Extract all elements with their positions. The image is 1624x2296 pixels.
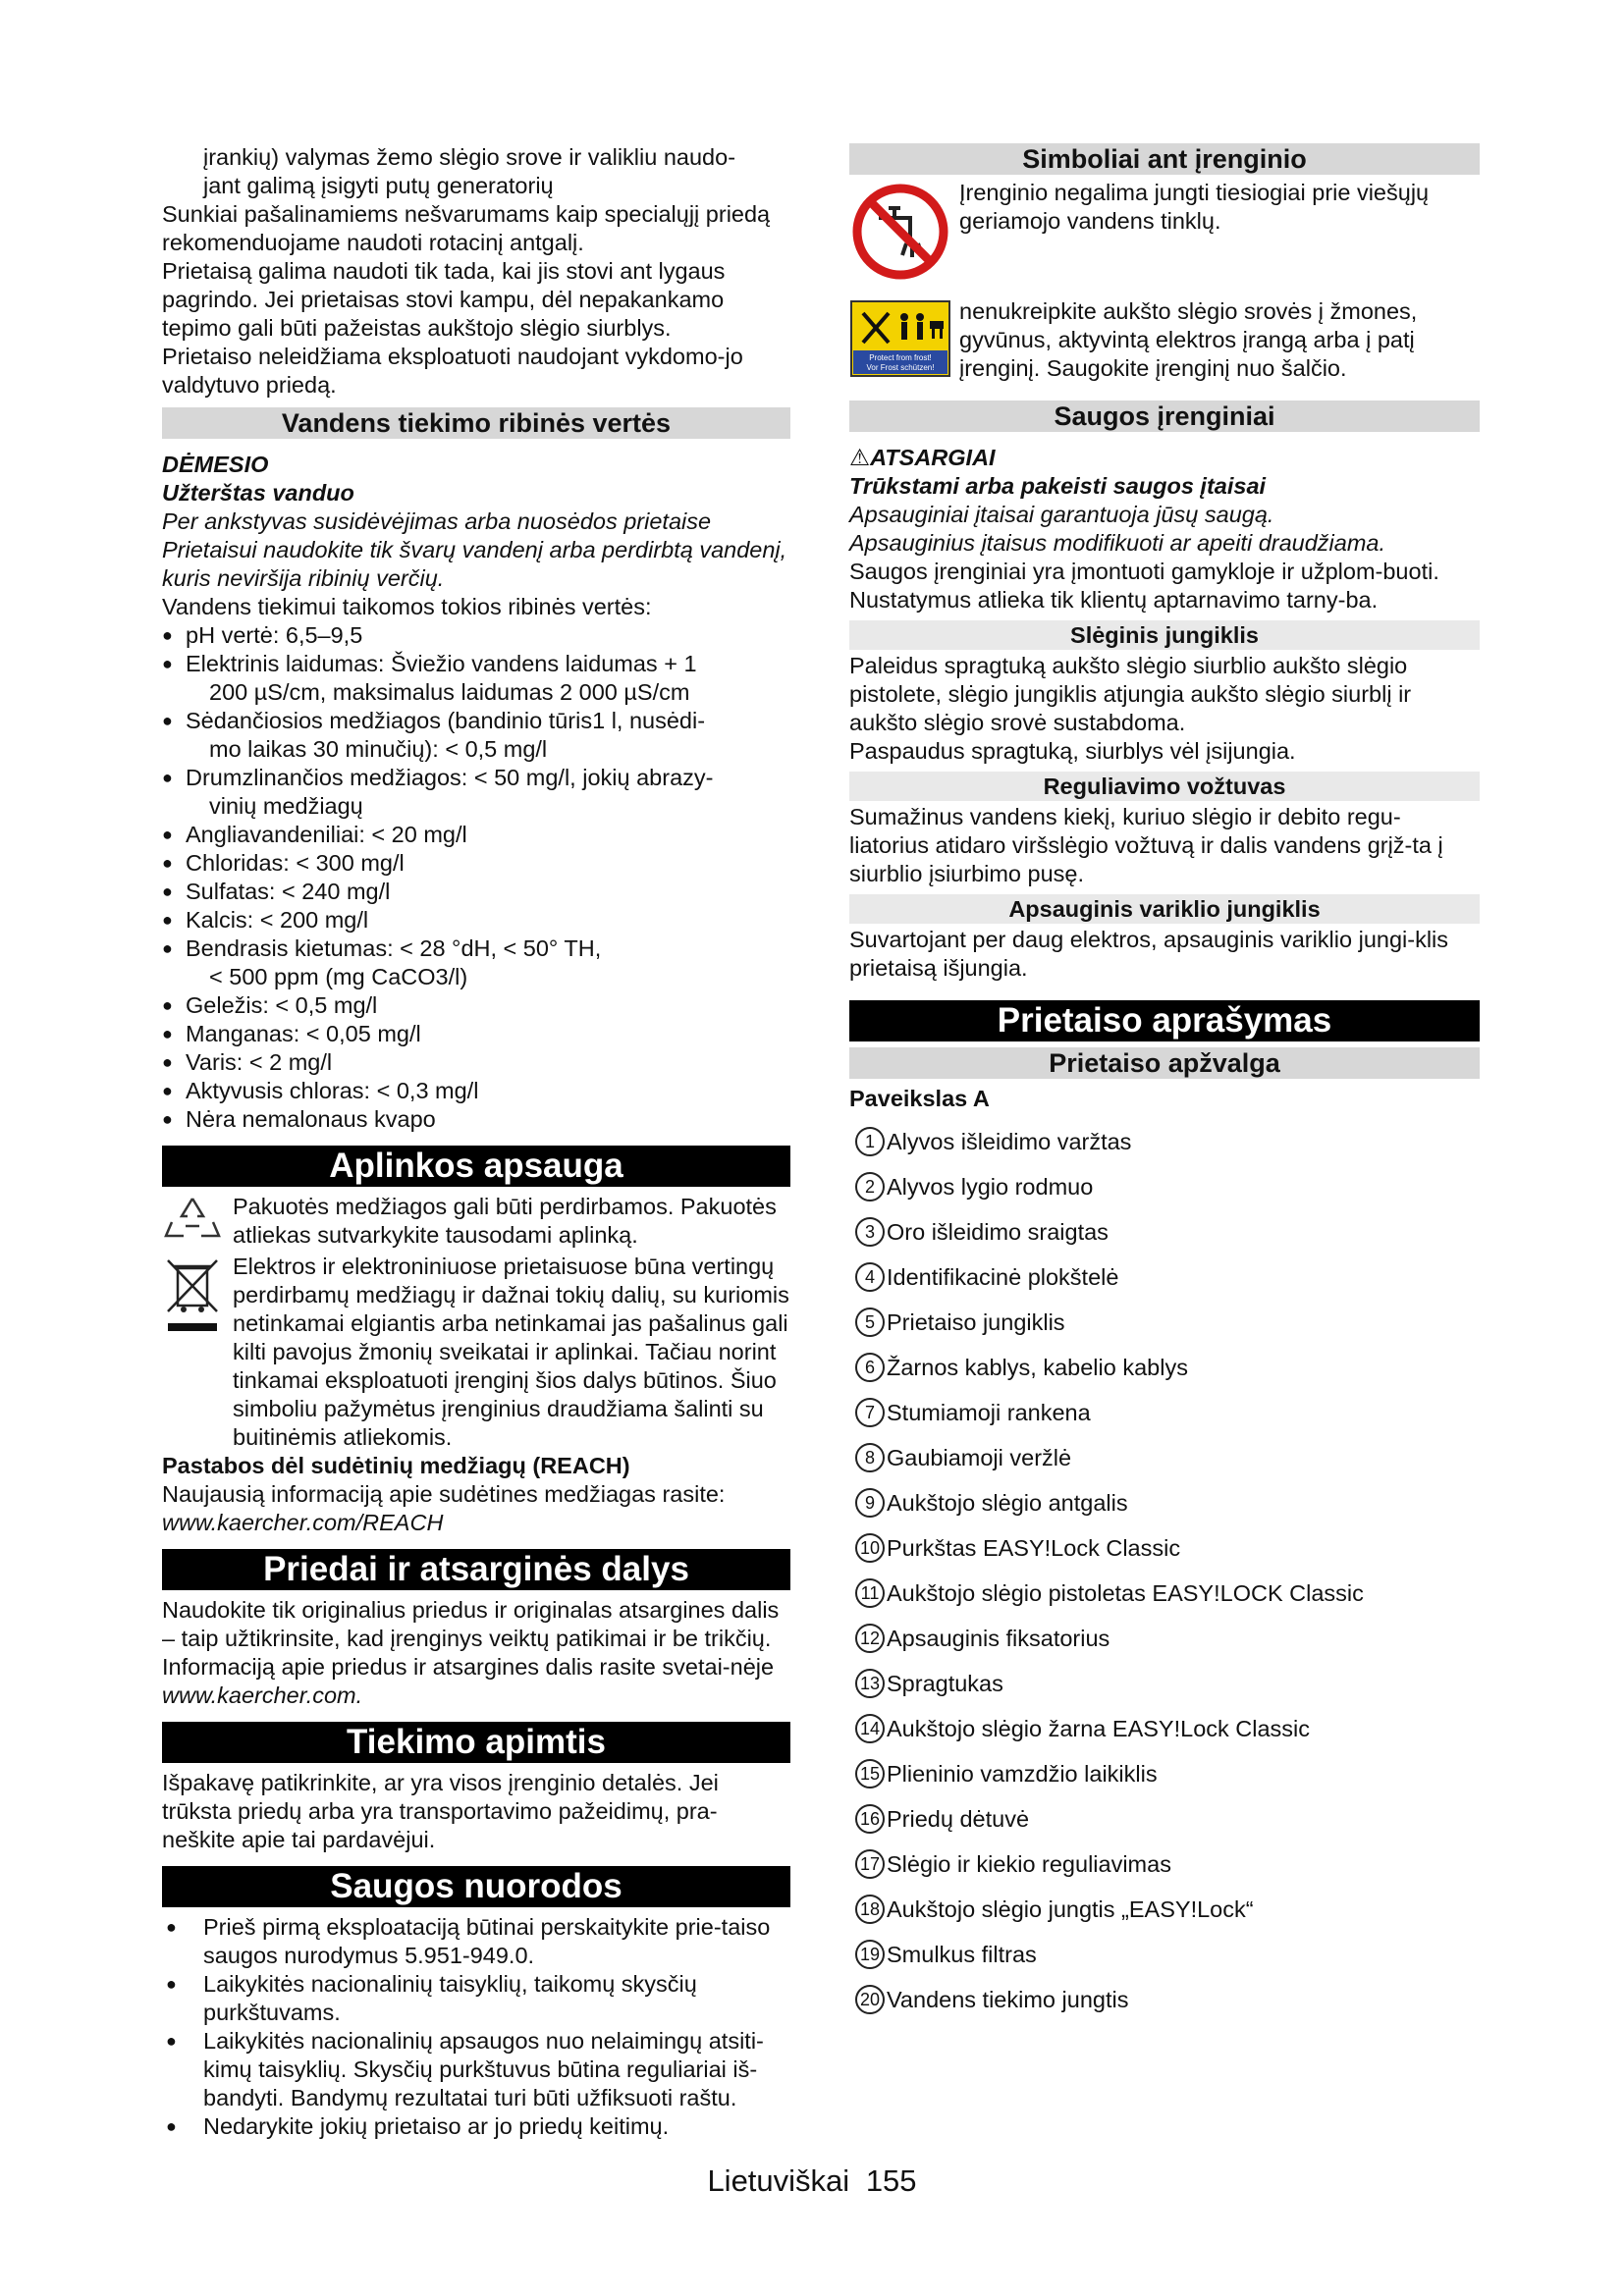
valve-text: Sumažinus vandens kiekį, kuriuo slėgio ir debito regu-liatorius atidaro viršslėgio vožtuvą ir dalis vandens grįž-ta į siurblio įsiurbimo pusę. xyxy=(849,804,1443,886)
water-limits-heading: Vandens tiekimo ribinės vertės xyxy=(162,407,790,439)
intro-line-1: įrankių) valymas žemo slėgio srove ir valikliu naudo- xyxy=(203,144,736,170)
symbol-1-text: Įrenginio negalima jungti tiesiogiai prie viešųjų geriamojo vandens tinklų. xyxy=(959,180,1430,234)
number-circle: 19 xyxy=(855,1940,885,1969)
warning-triangle-icon: ⚠ xyxy=(849,445,871,470)
safety-devices-heading: Saugos įrenginiai xyxy=(849,400,1480,432)
no-tap-water-icon xyxy=(849,179,955,288)
scope-heading: Tiekimo apimtis xyxy=(162,1722,790,1763)
list-item: 12 Apsauginis fiksatorius xyxy=(849,1616,1480,1661)
reach-link[interactable]: www.kaercher.com/REACH xyxy=(162,1510,444,1535)
environment-heading: Aplinkos apsauga xyxy=(162,1146,790,1187)
list-item: ● pH vertė: 6,5–9,5 xyxy=(162,621,790,650)
reach-text: Naujausią informaciją apie sudėtines medžiagas rasite: xyxy=(162,1481,726,1507)
recycle-icon xyxy=(162,1193,223,1253)
attention-title: Užterštas vanduo xyxy=(162,480,354,506)
list-item: ● Nėra nemalonaus kvapo xyxy=(162,1105,790,1134)
attention-line-2: Prietaisui naudokite tik švarų vandenį arba perdirbtą vandenį, kuris neviršija ribinių verčių. xyxy=(162,537,787,591)
list-item: 16 Priedų dėtuvė xyxy=(849,1796,1480,1842)
number-circle: 8 xyxy=(855,1443,885,1472)
list-item: ● Laikykitės nacionalinių apsaugos nuo nelaimingų atsiti-kimų taisyklių. Skysčių purkštuvus būtina reguliariai iš-bandyti. Bandymų rezultatai turi būti užfiksuoti raštu. xyxy=(162,2027,790,2112)
intro-para-2: Prietaisą galima naudoti tik tada, kai jis stovi ant lygaus pagrindo. Jei prietaisas stovi kampu, dėl nepakankamo tepimo gali būti pažeistas aukštojo slėgio siurblys. xyxy=(162,258,726,341)
list-item: ● Manganas: < 0,05 mg/l xyxy=(162,1020,790,1048)
list-item: 8 Gaubiamoji veržlė xyxy=(849,1435,1480,1480)
attention-line-1: Per ankstyvas susidėvėjimas arba nuosėdos prietaise xyxy=(162,508,712,534)
list-item: ● Sulfatas: < 240 mg/l xyxy=(162,878,790,906)
list-item: 7 Stumiamoji rankena xyxy=(849,1390,1480,1435)
symbols-heading: Simboliai ant įrenginio xyxy=(849,143,1480,175)
list-item: 9 Aukštojo slėgio antgalis xyxy=(849,1480,1480,1525)
caution-title: Trūkstami arba pakeisti saugos įtaisai xyxy=(849,473,1267,499)
list-item: ● Prieš pirmą eksploataciją būtinai perskaitykite prie-taiso saugos nurodymus 5.951-949.0. xyxy=(162,1913,790,1970)
parts-list xyxy=(849,1119,1480,2022)
footer-language: Lietuviškai xyxy=(707,2163,850,2198)
crossed-bin-icon xyxy=(162,1253,223,1348)
accessories-heading: Priedai ir atsarginės dalys xyxy=(162,1549,790,1590)
limits-list xyxy=(162,621,790,1134)
pressure-switch-text-1: Paleidus spragtuką aukšto slėgio siurblio aukšto slėgio pistolete, slėgio jungiklis atjungia aukšto slėgio siurblį ir aukšto slėgio srovė sustabdoma. xyxy=(849,653,1412,735)
safety-list xyxy=(162,1913,790,2141)
list-item: ● Varis: < 2 mg/l xyxy=(162,1048,790,1077)
recycle-text: Pakuotės medžiagos gali būti perdirbamos. Pakuotės atliekas sutvarkykite tausodami aplinką. xyxy=(233,1194,777,1248)
no-spray-warning-icon xyxy=(849,297,955,385)
motor-switch-text: Suvartojant per daug elektros, apsauginis variklio jungi-klis prietaisą išjungia. xyxy=(849,927,1449,981)
caution-line-1: Apsauginiai įtaisai garantuoja jūsų saugą. xyxy=(849,502,1274,527)
list-item: 19 Smulkus filtras xyxy=(849,1932,1480,1977)
caution-label: ⚠ATSARGIAI xyxy=(849,445,996,470)
number-circle: 10 xyxy=(855,1533,885,1563)
number-circle: 3 xyxy=(855,1217,885,1247)
list-item: 10 Purkštas EASY!Lock Classic xyxy=(849,1525,1480,1571)
symbol-2-text: nenukreipkite aukšto slėgio srovės į žmones, gyvūnus, aktyvintą elektros įrangą arba į patį įrenginį. Saugokite įrenginį nuo šalčio. xyxy=(959,298,1418,381)
limits-intro: Vandens tiekimui taikomos tokios ribinės vertės: xyxy=(162,594,652,619)
list-item: 6 Žarnos kablys, kabelio kablys xyxy=(849,1345,1480,1390)
list-item: ● Sėdančiosios medžiagos (bandinio tūris1 l, nusėdi- mo laikas 30 minučių): < 0,5 mg/l xyxy=(162,707,790,764)
number-circle: 11 xyxy=(855,1578,885,1608)
number-circle: 6 xyxy=(855,1353,885,1382)
number-circle: 2 xyxy=(855,1172,885,1201)
number-circle: 14 xyxy=(855,1714,885,1743)
number-circle: 16 xyxy=(855,1804,885,1834)
number-circle: 4 xyxy=(855,1262,885,1292)
list-item: ● Elektrinis laidumas: Šviežio vandens laidumas + 1 200 µS/cm, maksimalus laidumas 2 000 µS/cm xyxy=(162,650,790,707)
overview-heading: Prietaiso apžvalga xyxy=(849,1047,1480,1079)
list-item: ● Drumzlinančios medžiagos: < 50 mg/l, jokių abrazy- vinių medžiagų xyxy=(162,764,790,821)
number-circle: 13 xyxy=(855,1669,885,1698)
weee-text: Elektros ir elektroniniuose prietaisuose būna vertingų perdirbamų medžiagų ir dažnai tokių dalių, su kuriomis netinkamai elgiantis arba netinkamai jas pašalinus gali kilti pavojus žmonių sveikatai ir aplinkai. Tačiau norint tinkamai eksploatuoti įrenginį šios dalys būtinos. Šiuo simboliu pažymėtus įrenginius draudžiama šalinti su buitinėmis atliekomis. xyxy=(233,1254,789,1450)
valve-heading: Reguliavimo vožtuvas xyxy=(849,772,1480,801)
intro-line-2: jant galimą įsigyti putų generatorių xyxy=(203,173,554,198)
number-circle: 7 xyxy=(855,1398,885,1427)
list-item: 14 Aukštojo slėgio žarna EASY!Lock Classic xyxy=(849,1706,1480,1751)
list-item: ● Chloridas: < 300 mg/l xyxy=(162,849,790,878)
list-item: ● Geležis: < 0,5 mg/l xyxy=(162,991,790,1020)
list-item: 2 Alyvos lygio rodmuo xyxy=(849,1164,1480,1209)
description-heading: Prietaiso aprašymas xyxy=(849,1000,1480,1041)
list-item: ● Laikykitės nacionalinių taisyklių, taikomų skysčių purkštuvams. xyxy=(162,1970,790,2027)
scope-text: Išpakavę patikrinkite, ar yra visos įrenginio detalės. Jei trūksta priedų arba yra transportavimo pažeidimų, pra-neškite apie tai pardavėjui. xyxy=(162,1770,719,1852)
pressure-switch-text-2: Paspaudus spragtuką, siurblys vėl įsijungia. xyxy=(849,738,1296,764)
list-item: 1 Alyvos išleidimo varžtas xyxy=(849,1119,1480,1164)
number-circle: 18 xyxy=(855,1895,885,1924)
page-footer xyxy=(0,2163,1624,2199)
motor-switch-heading: Apsauginis variklio jungiklis xyxy=(849,894,1480,924)
number-circle: 1 xyxy=(855,1127,885,1156)
svg-text:Vor Frost schützen!: Vor Frost schützen! xyxy=(866,363,935,372)
number-circle: 15 xyxy=(855,1759,885,1789)
caution-line-2: Apsauginius įtaisus modifikuoti ar apeiti draudžiama. xyxy=(849,530,1386,556)
number-circle: 12 xyxy=(855,1624,885,1653)
safety-heading: Saugos nuorodos xyxy=(162,1866,790,1907)
list-item: ● Kalcis: < 200 mg/l xyxy=(162,906,790,934)
list-item: ● Aktyvusis chloras: < 0,3 mg/l xyxy=(162,1077,790,1105)
list-item: 17 Slėgio ir kiekio reguliavimas xyxy=(849,1842,1480,1887)
accessories-text-2: Informaciją apie priedus ir atsargines dalis rasite svetai-nėje www.kaercher.com. xyxy=(162,1654,775,1708)
reach-title: Pastabos dėl sudėtinių medžiagų (REACH) xyxy=(162,1453,630,1478)
list-item: ● Angliavandeniliai: < 20 mg/l xyxy=(162,821,790,849)
no-spray-block xyxy=(849,297,1480,385)
left-column xyxy=(162,143,790,2141)
weee-block xyxy=(162,1253,790,1452)
accessories-text-1: Naudokite tik originalius priedus ir originalas atsargines dalis – taip užtikrinsite, kad įrenginys veiktų patikimai ir be trikčių. xyxy=(162,1597,780,1651)
right-column xyxy=(849,143,1480,2022)
list-item: ● Bendrasis kietumas: < 28 °dH, < 50° TH, < 500 ppm (mg CaCO3/l) xyxy=(162,934,790,991)
no-drinking-water-block xyxy=(849,179,1480,288)
intro-para-1: Sunkiai pašalinamiems nešvarumams kaip specialųjį priedą rekomenduojame naudoti rotacinį antgalį. xyxy=(162,201,771,255)
kaercher-link[interactable]: www.kaercher.com. xyxy=(162,1682,363,1708)
intro-para-3: Prietaiso neleidžiama eksploatuoti naudojant vykdomo-jo valdytuvo priedą. xyxy=(162,344,743,398)
list-item: 5 Prietaiso jungiklis xyxy=(849,1300,1480,1345)
list-item: ● Nedarykite jokių prietaiso ar jo priedų keitimų. xyxy=(162,2112,790,2141)
list-item: 11 Aukštojo slėgio pistoletas EASY!LOCK Classic xyxy=(849,1571,1480,1616)
number-circle: 20 xyxy=(855,1985,885,2014)
recycle-block xyxy=(162,1193,790,1253)
number-circle: 17 xyxy=(855,1849,885,1879)
page-number: 155 xyxy=(865,2163,917,2198)
list-item: 18 Aukštojo slėgio jungtis „EASY!Lock“ xyxy=(849,1887,1480,1932)
list-item: 13 Spragtukas xyxy=(849,1661,1480,1706)
list-item: 3 Oro išleidimo sraigtas xyxy=(849,1209,1480,1255)
number-circle: 5 xyxy=(855,1308,885,1337)
list-item: 4 Identifikacinė plokštelė xyxy=(849,1255,1480,1300)
pressure-switch-heading: Slėginis jungiklis xyxy=(849,620,1480,650)
safety-devices-text: Saugos įrenginiai yra įmontuoti gamykloje ir užplom-buoti. Nustatymus atlieka tik klientų aptarnavimo tarny-ba. xyxy=(849,559,1439,613)
list-item: 20 Vandens tiekimo jungtis xyxy=(849,1977,1480,2022)
attention-label: DĖMESIO xyxy=(162,452,269,477)
list-item: 15 Plieninio vamzdžio laikiklis xyxy=(849,1751,1480,1796)
svg-text:Protect from frost!: Protect from frost! xyxy=(869,353,932,362)
number-circle: 9 xyxy=(855,1488,885,1518)
figure-label: Paveikslas A xyxy=(849,1086,990,1111)
